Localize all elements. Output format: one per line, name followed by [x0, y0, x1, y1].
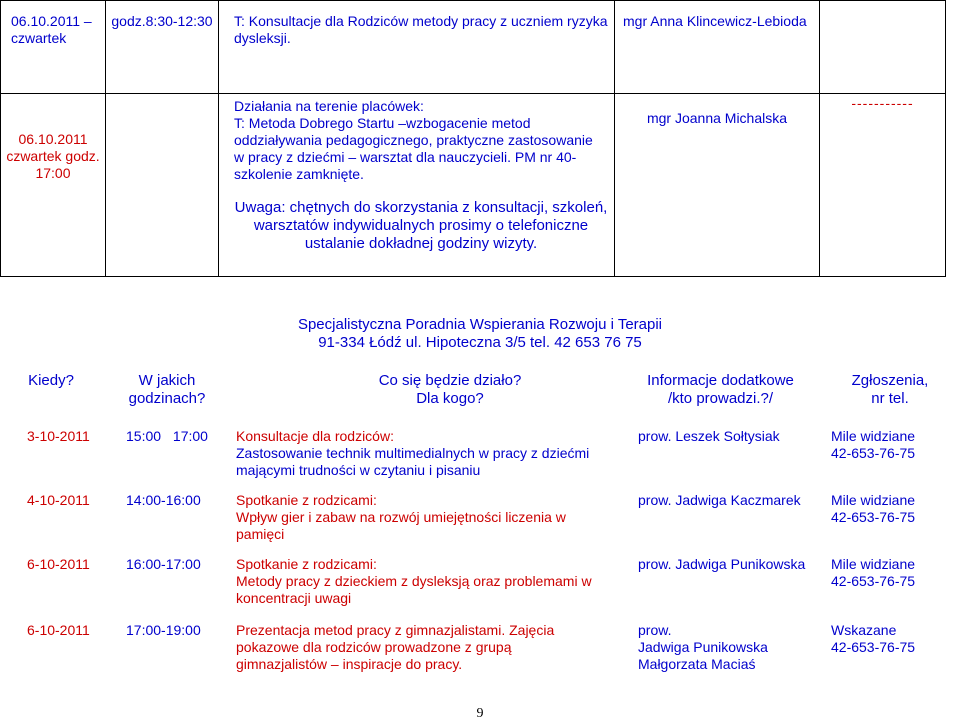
event-leader: [638, 428, 780, 445]
instruction-note: [234, 199, 608, 253]
topic-line: oddziaływania pedagogicznego, praktyczne zastosowanie: [234, 132, 593, 148]
event-desc-line: mającymi trudności w czytaniu i pisaniu: [236, 462, 481, 478]
event-time: 16:00-17:00: [126, 556, 201, 572]
contact-line: 42-653-76-75: [831, 573, 916, 589]
event-title: Konsultacje dla rodziców:: [236, 428, 394, 444]
leader-line: prow. Jadwiga Punikowska: [638, 556, 806, 572]
leader-cell: mgr Joanna Michalska: [615, 94, 820, 277]
leader-line: prow. Jadwiga Kaczmarek: [638, 492, 801, 508]
header-text: Informacje dodatkowe: [647, 372, 794, 389]
event-date: 3-10-2011: [27, 428, 90, 444]
event-description: [236, 622, 626, 673]
column-header-when: [0, 372, 102, 390]
institution-address: 91-334 Łódź ul. Hipoteczna 3/5 tel. 42 653 76 75: [318, 334, 642, 351]
event-description: [236, 556, 626, 607]
event-date: 4-10-2011: [27, 492, 90, 508]
leader-cell: mgr Anna Klincewicz-Lebioda: [615, 1, 820, 94]
topic-line: szkolenie zamknięte.: [234, 166, 364, 182]
table-row: [1, 94, 946, 277]
institution-heading: [0, 316, 960, 352]
time-cell: [106, 94, 219, 277]
date-cell: 06.10.2011 – czwartek: [1, 1, 106, 94]
contact-line: 42-653-76-75: [831, 445, 916, 461]
event-desc-line: Zastosowanie technik multimedialnych w pracy z dziećmi: [236, 445, 590, 461]
contact-line: Mile widziane: [831, 428, 916, 444]
leader-line: Małgorzata Maciaś: [638, 656, 756, 672]
column-header-apply: [820, 372, 960, 408]
event-desc-line: pokazowe dla rodziców prowadzone z grupą: [236, 639, 512, 655]
contact-line: Mile widziane: [831, 492, 916, 508]
time-cell: godz.8:30-12:30: [106, 1, 219, 94]
topic-cell: [219, 94, 615, 277]
event-time: 15:00 17:00: [126, 428, 208, 444]
topic-cell: T: Konsultacje dla Rodziców metody pracy z uczniem ryzyka dysleksji.: [219, 1, 615, 94]
contact-line: 42-653-76-75: [831, 639, 916, 655]
contact-line: Mile widziane: [831, 556, 916, 572]
event-time: 14:00-16:00: [126, 492, 201, 508]
column-header-info: [618, 372, 823, 408]
header-text: Dla kogo?: [416, 390, 484, 407]
header-text: /kto prowadzi.?/: [667, 390, 774, 407]
event-contact: [831, 556, 915, 590]
header-text: Co się będzie działo?: [378, 372, 522, 389]
topic-line: w pracy z dziećmi – warsztat dla nauczycieli. PM nr 40-: [234, 149, 577, 165]
event-desc-line: Metody pracy z dzieckiem z dysleksją oraz problemami w: [236, 573, 592, 589]
leader-line: prow.: [638, 622, 672, 638]
event-contact: [831, 492, 915, 526]
event-title: Prezentacja metod pracy z gimnazjalistami. Zajęcia: [236, 622, 555, 638]
event-date: 6-10-2011: [27, 622, 90, 638]
event-contact: [831, 428, 915, 462]
topic-line: Działania na terenie placówek:: [234, 98, 424, 114]
date-cell: 06.10.2011 czwartek godz. 17:00: [1, 94, 106, 277]
event-leader: [638, 556, 805, 573]
header-text: nr tel.: [871, 390, 909, 407]
header-text: W jakich: [138, 372, 196, 389]
event-title: Spotkanie z rodzicami:: [236, 492, 377, 508]
column-header-what: [260, 372, 640, 408]
schedule-table-top: [0, 0, 946, 277]
instruction-line: ustalanie dokładnej godziny wizyty.: [304, 235, 538, 252]
notes-cell: [820, 1, 946, 94]
event-leader: [638, 492, 801, 509]
event-desc-line: koncentracji uwagi: [236, 590, 352, 606]
header-text: Zgłoszenia,: [851, 372, 929, 389]
page-number: 9: [476, 706, 484, 721]
event-time: 17:00-19:00: [126, 622, 201, 638]
table-row: [1, 1, 946, 94]
event-desc-line: pamięci: [236, 526, 285, 542]
event-description: [236, 492, 626, 543]
header-text: godzinach?: [128, 390, 206, 407]
column-header-hours: [112, 372, 222, 408]
event-desc-line: gimnazjalistów – inspiracje do pracy.: [236, 656, 463, 672]
contact-line: 42-653-76-75: [831, 509, 916, 525]
event-date: 6-10-2011: [27, 556, 90, 572]
leader-line: prow. Leszek Sołtysiak: [638, 428, 780, 444]
header-text: Kiedy?: [28, 372, 74, 389]
event-contact: [831, 622, 915, 656]
topic-line: T: Metoda Dobrego Startu –wzbogacenie metod: [234, 115, 531, 131]
instruction-line: Uwaga: chętnych do skorzystania z konsultacji, szkoleń,: [234, 199, 608, 216]
contact-line: Wskazane: [831, 622, 897, 638]
event-desc-line: Wpływ gier i zabaw na rozwój umiejętności liczenia w: [236, 509, 566, 525]
leader-line: Jadwiga Punikowska: [638, 639, 768, 655]
event-leader: [638, 622, 768, 673]
instruction-line: warsztatów indywidualnych prosimy o telefoniczne: [253, 217, 589, 234]
event-description: [236, 428, 626, 479]
notes-cell: -----------: [820, 94, 946, 277]
event-title: Spotkanie z rodzicami:: [236, 556, 377, 572]
institution-name: Specjalistyczna Poradnia Wspierania Rozwoju i Terapii: [297, 316, 663, 333]
